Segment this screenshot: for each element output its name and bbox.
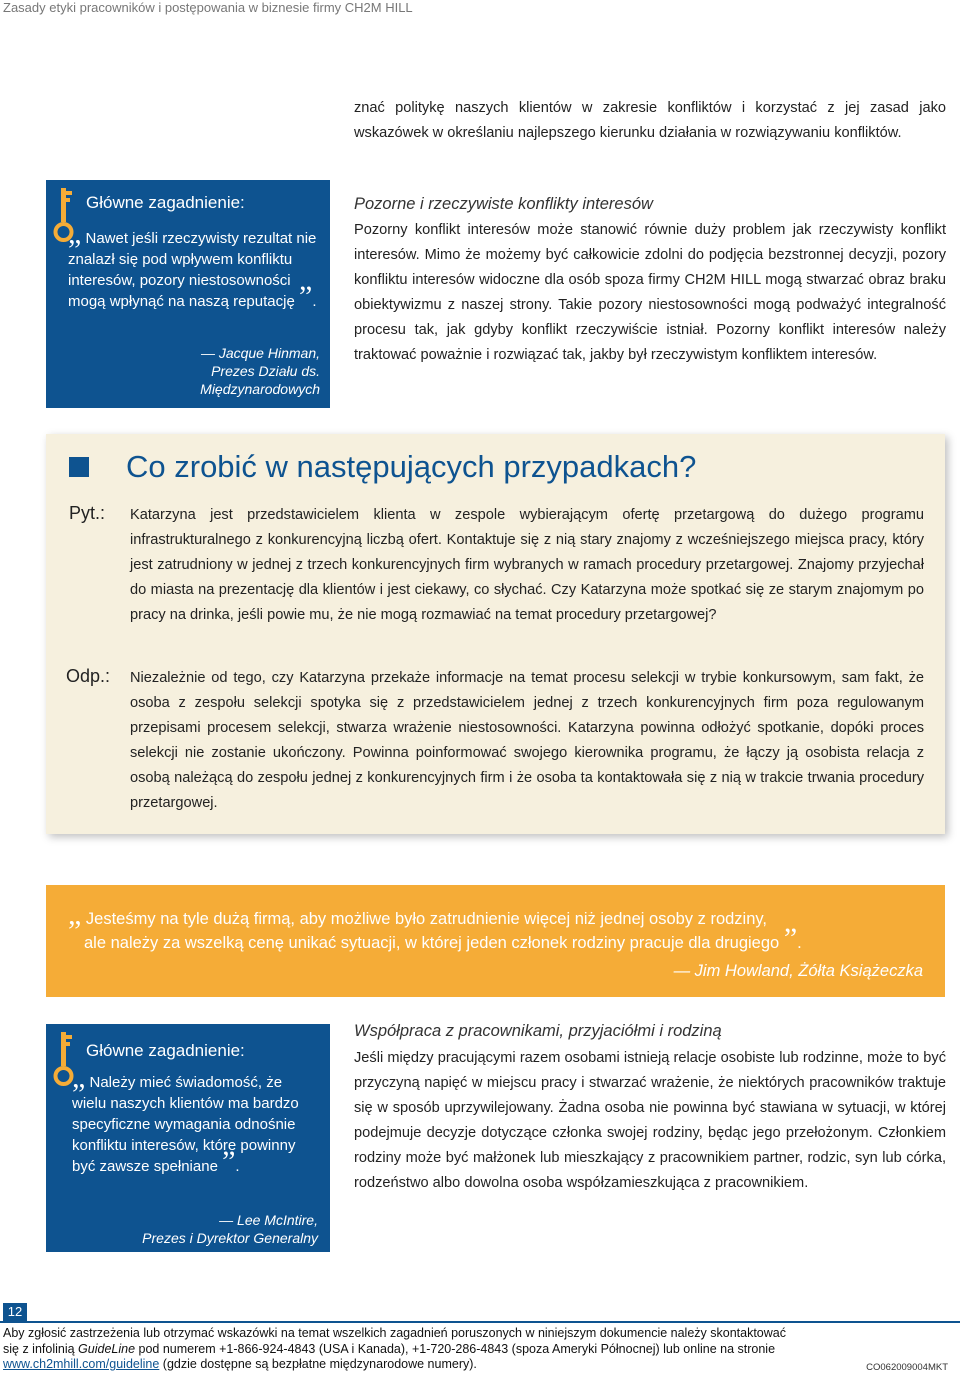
page-number: 12 xyxy=(3,1303,27,1321)
banner-quote-attribution: — Jim Howland, Żółta Książeczka xyxy=(673,962,923,980)
banner-quote-text: „ Jesteśmy na tyle dużą firmą, aby możliwe było zatrudnienie więcej niż jednej osoby z rodziny, ale należy za wszelką cenę unikać sytuacji, w której jeden członek rodziny pracuje dla drugiego ”. xyxy=(68,898,802,955)
key-box-attribution: — Lee McIntire, Prezes i Dyrektor Generalny xyxy=(142,1212,318,1246)
key-box-quote: „ Należy mieć świadomość, że wielu naszych klientów ma bardzo specyficzne wymagania odnośnie konfliktu interesów, które powinny być zawsze spełniane ”. xyxy=(72,1061,299,1178)
document-code: CO062009004MKT xyxy=(866,1362,948,1373)
qa-square-icon xyxy=(69,457,89,477)
guideline-link[interactable]: www.ch2mhill.com/guideline xyxy=(3,1357,160,1371)
answer-label: Odp.: xyxy=(66,666,111,686)
open-quote-icon: „ xyxy=(68,217,82,250)
section-body-apparent-conflicts: Pozorny konflikt interesów może stanowić równie duży problem jak rzeczywisty konflikt interesów. Mimo że możemy być całkowicie zdolni do podjęcia bezstronnej decyzji, pozory konfliktu interesów widoczne dla osób spoza firmy CH2M HILL mogą stwarzać obraz braku obiektywizmu z naszej strony. Takie pozory niestosowności mogą podważyć integralność procesu tak, jak gdyby konflikt rzeczywiście istniał. Pozorny konflikt interesów należy traktować poważnie i rozwiązać tak, jakby był rzeczywistym konfliktem interesów. xyxy=(354,222,946,363)
footer-rule xyxy=(0,1321,960,1323)
question-label: Pyt.: xyxy=(69,503,106,523)
key-box-title: Główne zagadnienie: xyxy=(86,193,245,212)
key-box-title: Główne zagadnienie: xyxy=(86,1041,245,1060)
open-quote-icon: „ xyxy=(68,898,82,931)
question-text: Katarzyna jest przedstawicielem klienta w zespole wybierającym ofertę przetargową do dużego programu infrastrukturalnego z konkurencyjną liczbą ofert. Kontaktuje się z nią stary znajomy z wcześniejszego miejsca pracy, który jest zatrudniony w jednej z trzech konkurencyjnych firm wybranych w ramach procedury przetargowej. Znajomy przyjechał do miasta na prezentację dla klientów i jest ciekawy, co słychać. Czy Katarzyna może spotkać się ze starym znajomym po pracy na drinka, jeśli powie mu, że nie mogą rozmawiać na temat procedury przetargowej? xyxy=(130,507,924,623)
key-box-quote: „ Nawet jeśli rzeczywisty rezultat nie znalazł się pod wpływem konfliktu interesów, pozory niestosowności mogą wpłynąć na naszą reputację ”. xyxy=(68,217,317,313)
open-quote-icon: „ xyxy=(72,1061,86,1094)
section-heading-family-relations: Współpraca z pracownikami, przyjaciółmi i rodziną xyxy=(354,1022,722,1040)
close-quote-icon: ” xyxy=(783,922,798,955)
intro-paragraph: znać politykę naszych klientów w zakresie konfliktów i korzystać z jej zasad jako wskazówek w określaniu najlepszego kierunku działania w rozwiązywaniu konfliktów. xyxy=(354,100,946,141)
close-quote-icon: ” xyxy=(222,1145,236,1178)
close-quote-icon: ” xyxy=(298,280,313,313)
key-issue-box-1 xyxy=(46,180,330,408)
key-issue-box-2 xyxy=(46,1024,330,1252)
section-body-family-relations: Jeśli między pracującymi razem osobami istnieją relacje osobiste lub rodzinne, może to być przyczyną napięć w miejscu pracy i stwarzać wrażenie, że niektórych pracowników traktuje się w sposób uprzywilejowany. Żadna osoba nie powinna być stawiana w sytuacji, w której podejmuje decyzje dotyczące członka swojej rodziny, będąc jego przełożonym. Członkiem rodziny może być małżonek lub mieszkający z pracownikiem partner, rodzic, syn lub córka, rodzeństwo albo dowolna osoba współzamieszkująca z pracownikiem. xyxy=(354,1050,946,1191)
footer-text: Aby zgłosić zastrzeżenia lub otrzymać wskazówki na temat wszelkich zagadnień poruszonych w niniejszym dokumencie należy skontaktować się z infolinią GuideLine pod numerem +1-866-924-4843 (USA i Kanada), +1-720-286-4843 (spoza Ameryki Północnej) lub online na stronie www.ch2mhill.com/guideline (gdzie dostępne są bezpłatne międzynarodowe numery). xyxy=(3,1326,786,1371)
answer-text: Niezależnie od tego, czy Katarzyna przekaże informacje na temat procesu selekcji w trybie konkursowym, sam fakt, że osoba z zespołu selekcji spotyka się z przedstawicielem jednej z trzech konkurencyjnych firm poza regulowanym przepisami procesem selekcji, stwarza wrażenie niestosowności. Katarzyna powinna odłożyć spotkanie, dopóki proces selekcji nie zostanie ukończony. Powinna poinformować swojego kierownika programu, że łączy ją osobista relacja z osobą należącą do zespołu jednej z konkurencyjnych firm i że osoba ta kontaktowała się z nią w trakcie trwania procedury przetargowej. xyxy=(130,670,924,811)
guideline-brand: GuideLine xyxy=(78,1341,136,1356)
qa-heading: Co zrobić w następujących przypadkach? xyxy=(126,449,697,484)
banner-quote-box xyxy=(46,885,945,997)
section-heading-apparent-conflicts: Pozorne i rzeczywiste konflikty interesów xyxy=(354,195,653,213)
running-header: Zasady etyki pracowników i postępowania w biznesie firmy CH2M HILL xyxy=(3,0,413,15)
key-box-attribution: — Jacque Hinman, Prezes Działu ds. Międzynarodowych xyxy=(200,345,320,397)
